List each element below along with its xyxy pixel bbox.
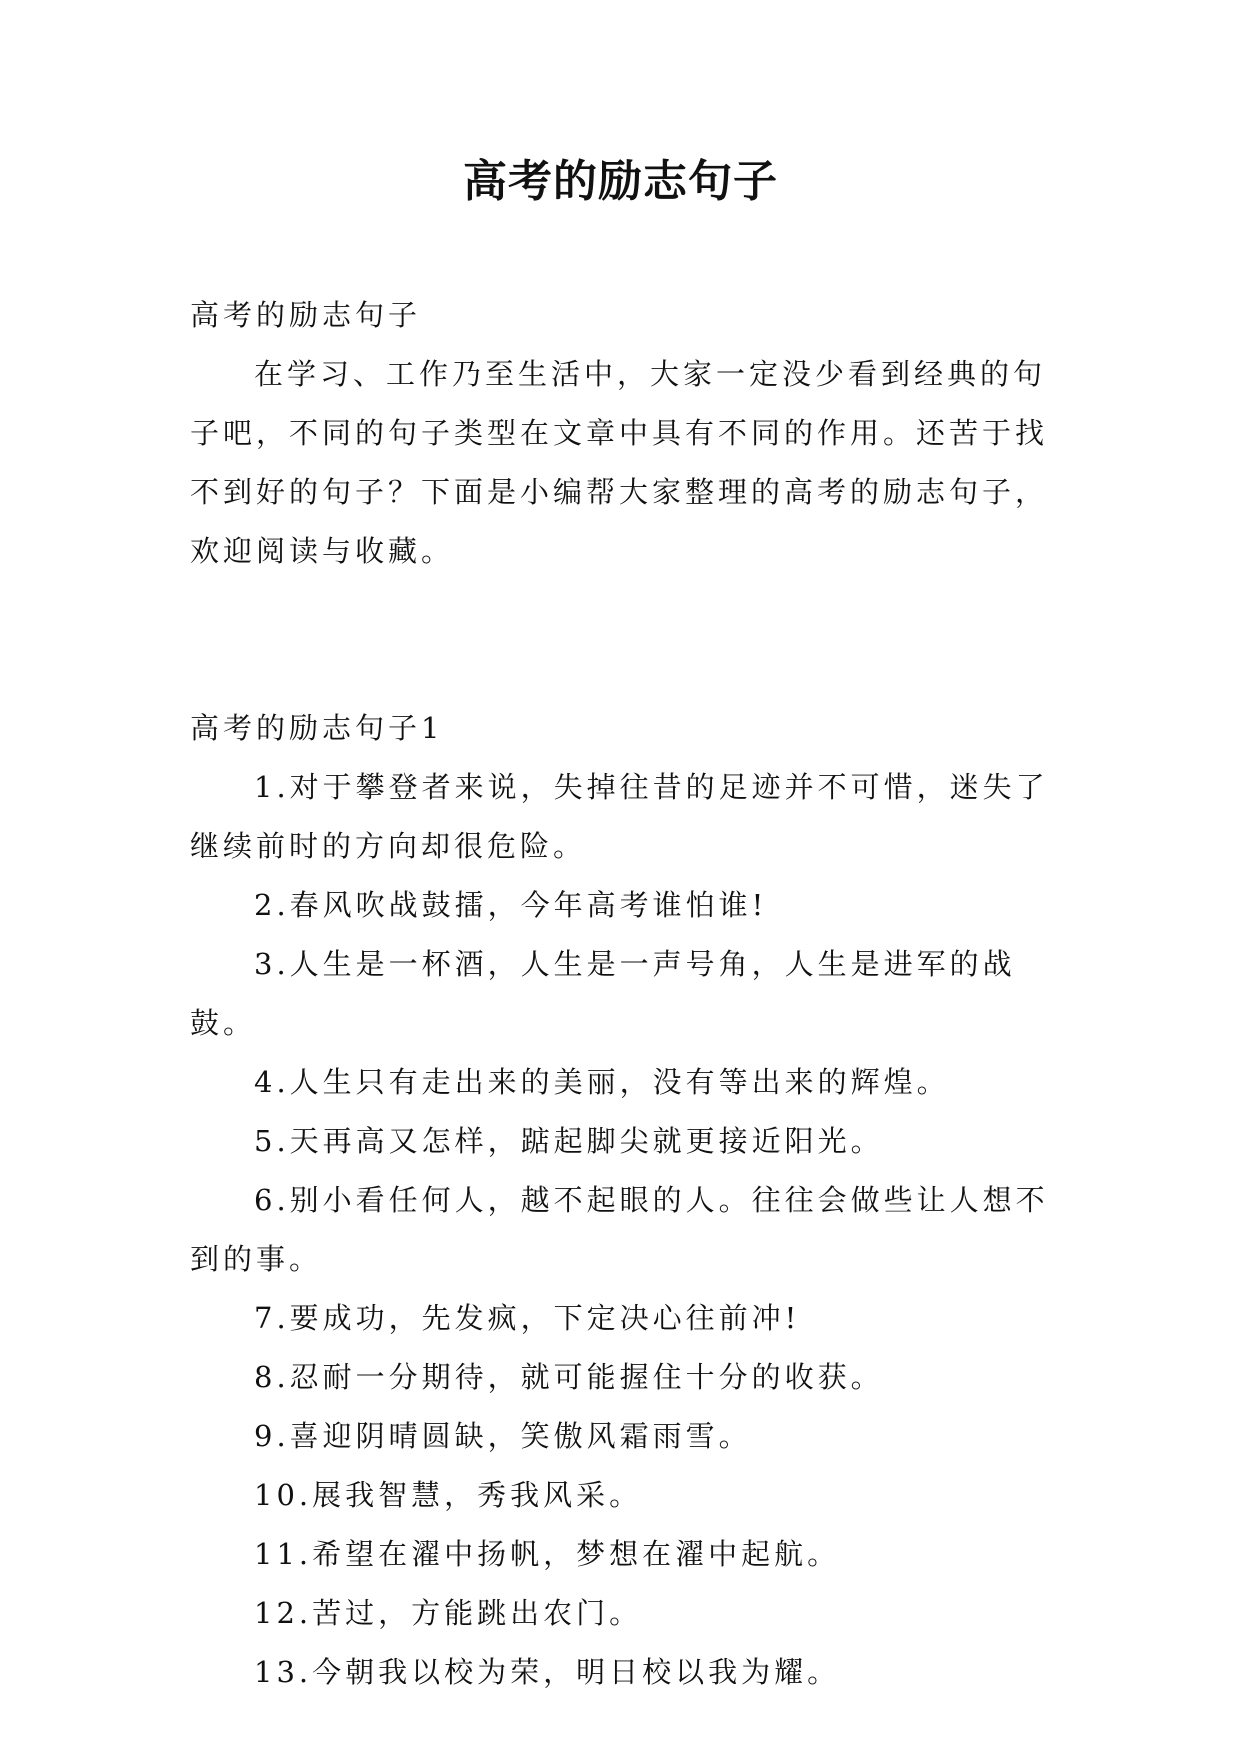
list-item: 2.春风吹战鼓擂，今年高考谁怕谁!	[254, 888, 768, 922]
list-item: 9.喜迎阴晴圆缺，笑傲风霜雨雪。	[254, 1419, 752, 1453]
list-item: 10.展我智慧，秀我风采。	[254, 1478, 643, 1512]
list-item: 13.今朝我以校为荣，明日校以我为耀。	[254, 1655, 841, 1689]
list-item: 5.天再高又怎样，踮起脚尖就更接近阳光。	[254, 1124, 884, 1158]
list-item: 8.忍耐一分期待，就可能握住十分的收获。	[254, 1360, 884, 1394]
intro-paragraph: 在学习、工作乃至生活中，大家一定没少看到经典的句子吧，不同的句子类型在文章中具有不同的作用。还苦于找不到好的句子？下面是小编帮大家整理的高考的励志句子，欢迎阅读与收藏。	[190, 357, 1049, 568]
list-item: 6.别小看任何人，越不起眼的人。往往会做些让人想不到的事。	[190, 1183, 1049, 1276]
list-item: 4.人生只有走出来的美丽，没有等出来的辉煌。	[254, 1065, 950, 1099]
section-heading: 高考的励志句子1	[190, 711, 444, 745]
list-item: 3.人生是一杯酒，人生是一声号角，人生是进军的战鼓。	[190, 947, 1016, 1040]
page-title: 高考的励志句子	[463, 156, 778, 207]
section-spacer	[190, 581, 1070, 699]
intro-heading: 高考的励志句子	[190, 298, 422, 332]
list-item: 11.希望在濯中扬帆，梦想在濯中起航。	[254, 1537, 841, 1571]
document-body	[190, 286, 1070, 1702]
list-item: 12.苦过，方能跳出农门。	[254, 1596, 643, 1630]
list-item: 1.对于攀登者来说，失掉往昔的足迹并不可惜，迷失了继续前时的方向却很危险。	[190, 770, 1049, 863]
list-item: 7.要成功，先发疯，下定决心往前冲!	[254, 1301, 801, 1335]
